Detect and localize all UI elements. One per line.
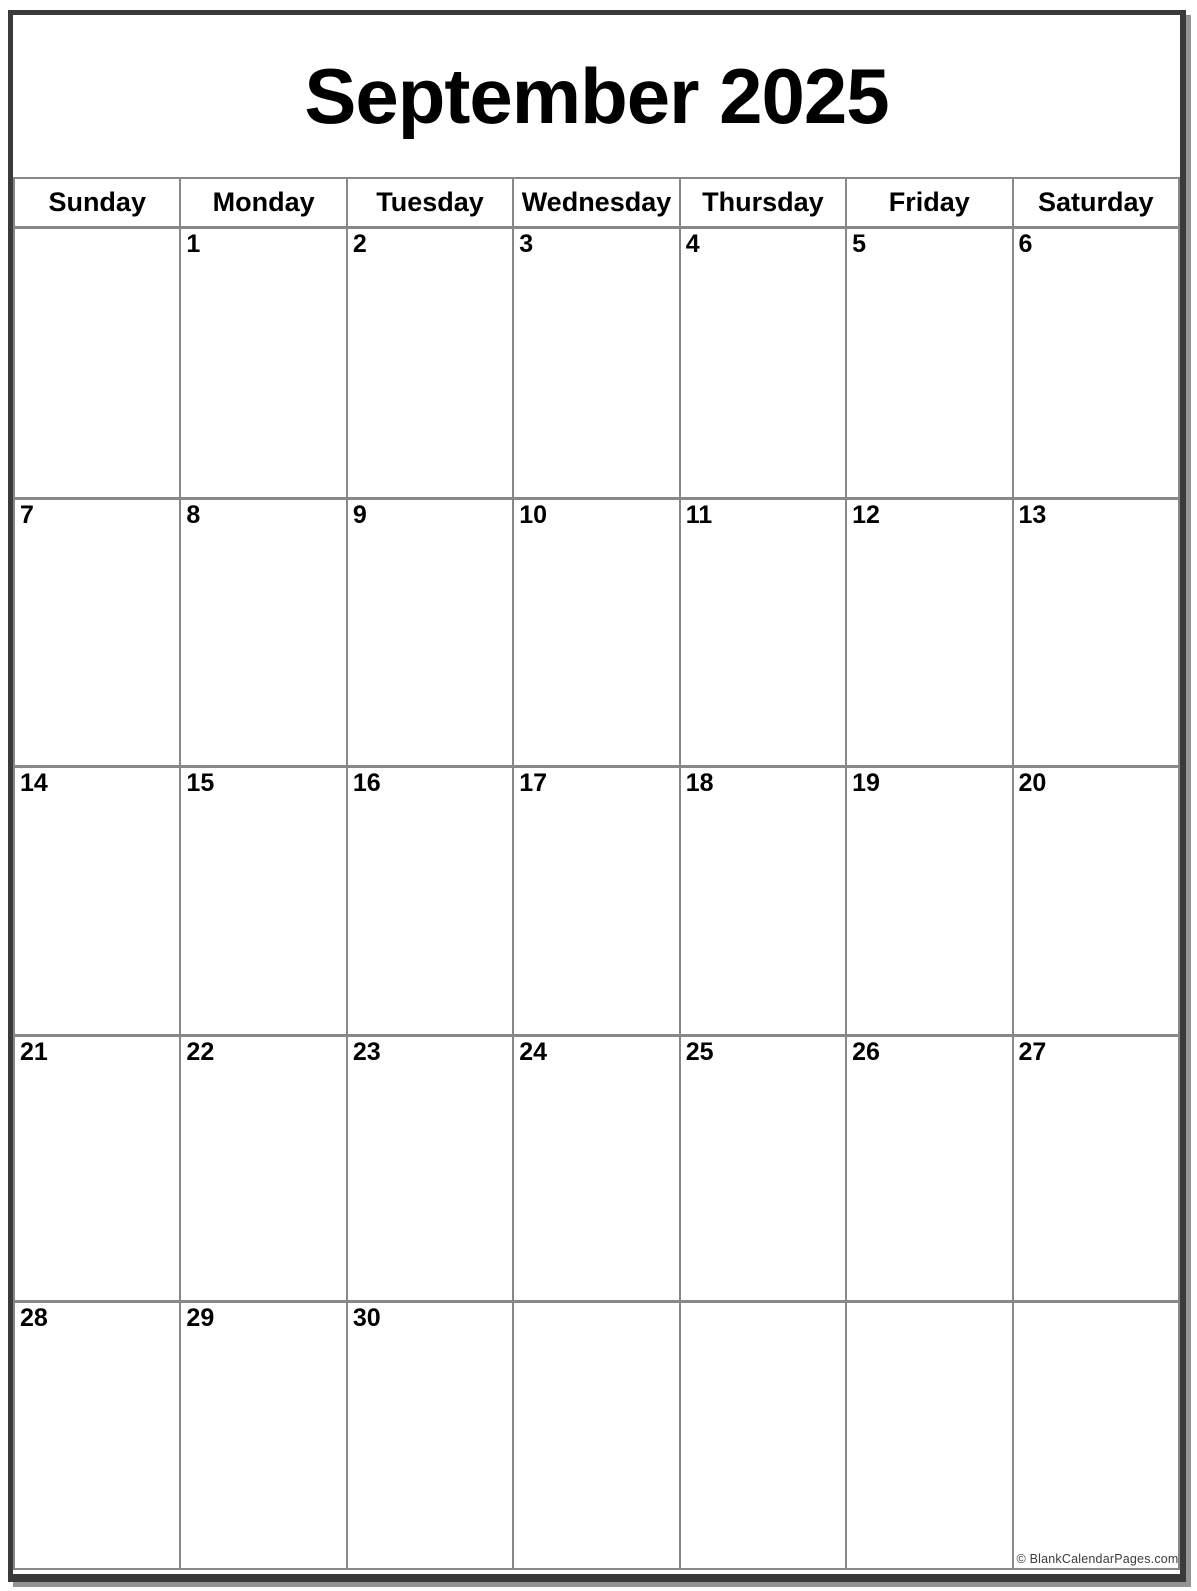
day-cell <box>513 1301 679 1569</box>
date-number: 1 <box>186 229 201 258</box>
date-number: 7 <box>20 500 34 529</box>
day-cell <box>180 498 346 766</box>
date-number: 11 <box>685 500 713 529</box>
day-cell <box>347 227 513 498</box>
watermark-credit: © BlankCalendarPages.com <box>1016 1551 1179 1566</box>
date-number: 21 <box>20 1037 48 1066</box>
page-title: September 2025 <box>304 51 889 140</box>
day-cell <box>680 1301 846 1569</box>
day-cell <box>1013 1301 1179 1569</box>
day-cell <box>180 227 346 498</box>
day-cell <box>180 1301 346 1569</box>
week-row <box>14 1301 1179 1569</box>
day-cell <box>1013 766 1179 1035</box>
date-number: 18 <box>685 768 714 797</box>
day-cell <box>513 498 679 766</box>
day-cell <box>846 766 1012 1035</box>
day-cell <box>14 227 180 498</box>
weekday-header-saturday: Saturday <box>1013 178 1179 227</box>
week-row <box>14 766 1179 1035</box>
day-cell <box>347 1301 513 1569</box>
weekday-header-sunday: Sunday <box>14 178 180 227</box>
day-cell <box>513 766 679 1035</box>
weekday-header-tuesday: Tuesday <box>347 178 513 227</box>
day-cell <box>680 227 846 498</box>
week-row <box>14 227 1179 498</box>
date-number: 6 <box>1018 229 1033 258</box>
date-number: 9 <box>352 500 367 529</box>
weekday-header-wednesday: Wednesday <box>513 178 679 227</box>
day-cell <box>1013 498 1179 766</box>
date-number: 20 <box>1018 768 1047 797</box>
date-number: 2 <box>352 229 367 258</box>
day-cell <box>347 498 513 766</box>
date-number: 22 <box>186 1037 215 1066</box>
day-cell <box>1013 1035 1179 1301</box>
title-block <box>13 15 1180 177</box>
day-cell <box>846 227 1012 498</box>
day-cell <box>180 766 346 1035</box>
day-cell <box>14 1035 180 1301</box>
date-number: 24 <box>519 1037 548 1066</box>
date-number: 28 <box>20 1303 48 1332</box>
date-number: 29 <box>186 1303 215 1332</box>
week-row <box>14 1035 1179 1301</box>
day-cell <box>180 1035 346 1301</box>
day-cell <box>846 1035 1012 1301</box>
date-number: 26 <box>852 1037 880 1066</box>
date-number: 19 <box>852 768 880 797</box>
weekday-header-monday: Monday <box>180 178 346 227</box>
date-number: 16 <box>352 768 381 797</box>
date-number: 5 <box>852 229 867 258</box>
date-number: 8 <box>186 500 201 529</box>
day-cell <box>680 1035 846 1301</box>
weekday-header-thursday: Thursday <box>680 178 846 227</box>
day-cell <box>347 1035 513 1301</box>
calendar-frame <box>8 10 1186 1582</box>
day-cell <box>680 766 846 1035</box>
date-number: 30 <box>352 1303 381 1332</box>
date-number: 13 <box>1018 500 1047 529</box>
weekday-header-friday: Friday <box>846 178 1012 227</box>
date-number: 27 <box>1018 1037 1047 1066</box>
date-number: 15 <box>186 768 215 797</box>
day-cell <box>513 227 679 498</box>
day-cell <box>513 1035 679 1301</box>
date-number: 23 <box>352 1037 381 1066</box>
day-cell <box>1013 227 1179 498</box>
date-number: 12 <box>852 500 880 529</box>
day-cell <box>347 766 513 1035</box>
day-cell <box>14 766 180 1035</box>
day-cell <box>846 498 1012 766</box>
day-cell <box>680 498 846 766</box>
date-number: 14 <box>20 768 48 797</box>
day-cell <box>846 1301 1012 1569</box>
date-number: 3 <box>519 229 534 258</box>
day-cell <box>14 498 180 766</box>
weekday-header-row <box>14 178 1179 227</box>
date-number: 25 <box>685 1037 714 1066</box>
calendar-grid <box>13 177 1180 1570</box>
date-number: 17 <box>519 768 548 797</box>
date-number: 10 <box>519 500 548 529</box>
week-row <box>14 498 1179 766</box>
date-number: 4 <box>685 229 700 258</box>
day-cell <box>14 1301 180 1569</box>
